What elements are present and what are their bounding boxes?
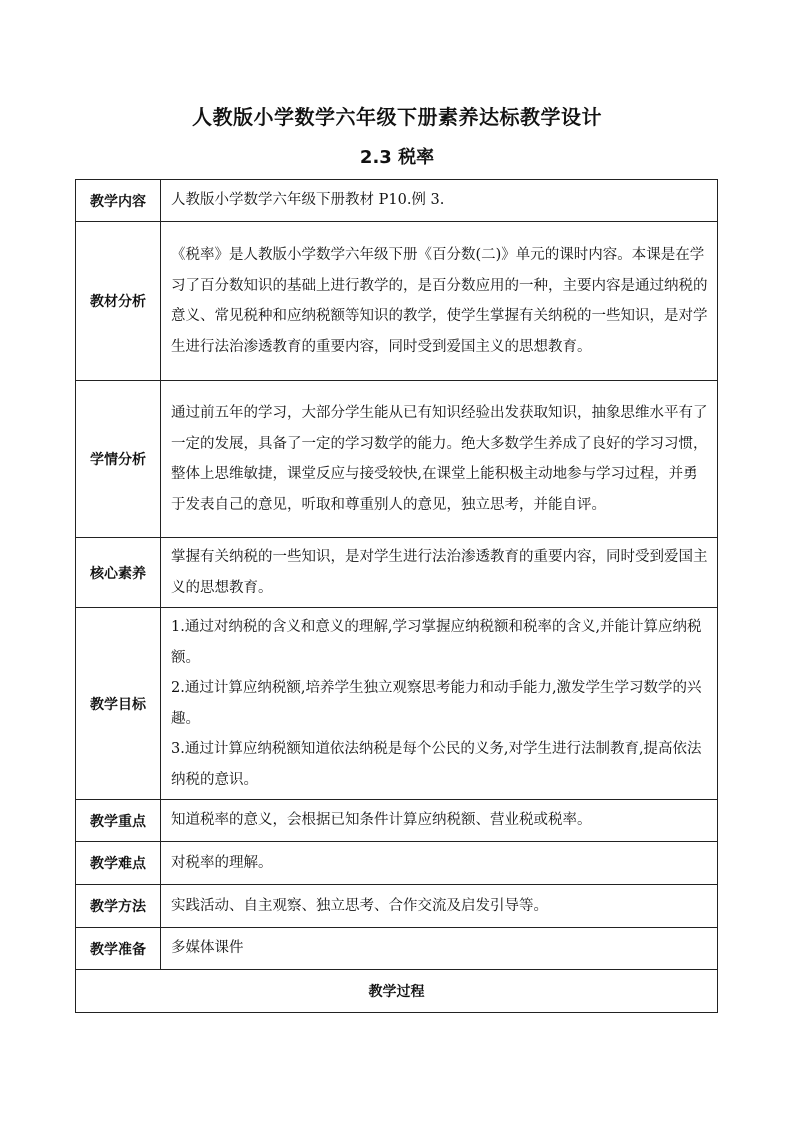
- value-student-analysis: 通过前五年的学习，大部分学生能从已有知识经验出发获取知识，抽象思维水平有了一定的发展，具备了一定的学习数学的能力。绝大多数学生养成了良好的学习习惯，整体上思维敏捷，课堂反应与接受较快,在课堂上能积极主动地参与学习过程，并勇于发表自己的意见，听取和尊重别人的意见，独立思考，并能自评。: [161, 381, 718, 538]
- row-teaching-preparation: [76, 928, 718, 970]
- row-key-points: [76, 800, 718, 842]
- row-textbook-analysis: [76, 222, 718, 381]
- value-teaching-content: 人教版小学数学六年级下册教材 P10.例 3.: [161, 180, 718, 222]
- row-teaching-goals: [76, 608, 718, 800]
- label-teaching-content: 教学内容: [76, 180, 161, 222]
- label-core-literacy: 核心素养: [76, 538, 161, 608]
- label-textbook-analysis: 教材分析: [76, 222, 161, 381]
- value-teaching-preparation: 多媒体课件: [161, 928, 718, 970]
- label-teaching-preparation: 教学准备: [76, 928, 161, 970]
- label-teaching-goals: 教学目标: [76, 608, 161, 800]
- teaching-goal-item: 2.通过计算应纳税额,培养学生独立观察思考能力和动手能力,激发学生学习数学的兴趣。: [171, 680, 702, 727]
- row-teaching-methods: [76, 885, 718, 928]
- teaching-goal-item: 3.通过计算应纳税额知道依法纳税是每个公民的义务,对学生进行法制教育,提高依法纳税的意识。: [171, 741, 702, 788]
- value-difficulties: 对税率的理解。: [161, 842, 718, 885]
- value-textbook-analysis: 《税率》是人教版小学数学六年级下册《百分数(二)》单元的课时内容。本课是在学习了百分数知识的基础上进行教学的，是百分数应用的一种，主要内容是通过纳税的意义、常见税种和应纳税额等知识的教学，使学生掌握有关纳税的一些知识，是对学生进行法治渗透教育的重要内容，同时受到爱国主义的思想教育。: [161, 222, 718, 381]
- row-student-analysis: [76, 381, 718, 538]
- row-teaching-content: [76, 180, 718, 222]
- value-teaching-goals: [161, 608, 718, 800]
- value-teaching-methods: 实践活动、自主观察、独立思考、合作交流及启发引导等。: [161, 885, 718, 928]
- row-teaching-process: [76, 970, 718, 1013]
- label-student-analysis: 学情分析: [76, 381, 161, 538]
- teaching-goal-item: 1.通过对纳税的含义和意义的理解,学习掌握应纳税额和税率的含义,并能计算应纳税额。: [171, 619, 702, 666]
- lesson-plan-table: [75, 179, 718, 1013]
- teaching-process-heading: 教学过程: [76, 970, 718, 1013]
- value-core-literacy: 掌握有关纳税的一些知识，是对学生进行法治渗透教育的重要内容，同时受到爱国主义的思想教育。: [161, 538, 718, 608]
- value-key-points: 知道税率的意义，会根据已知条件计算应纳税额、营业税或税率。: [161, 800, 718, 842]
- row-core-literacy: [76, 538, 718, 608]
- label-key-points: 教学重点: [76, 800, 161, 842]
- lesson-title: 2.3 税率: [359, 147, 435, 168]
- label-difficulties: 教学难点: [76, 842, 161, 885]
- label-teaching-methods: 教学方法: [76, 885, 161, 928]
- document-title: 人教版小学数学六年级下册素养达标教学设计: [192, 105, 602, 129]
- row-difficulties: [76, 842, 718, 885]
